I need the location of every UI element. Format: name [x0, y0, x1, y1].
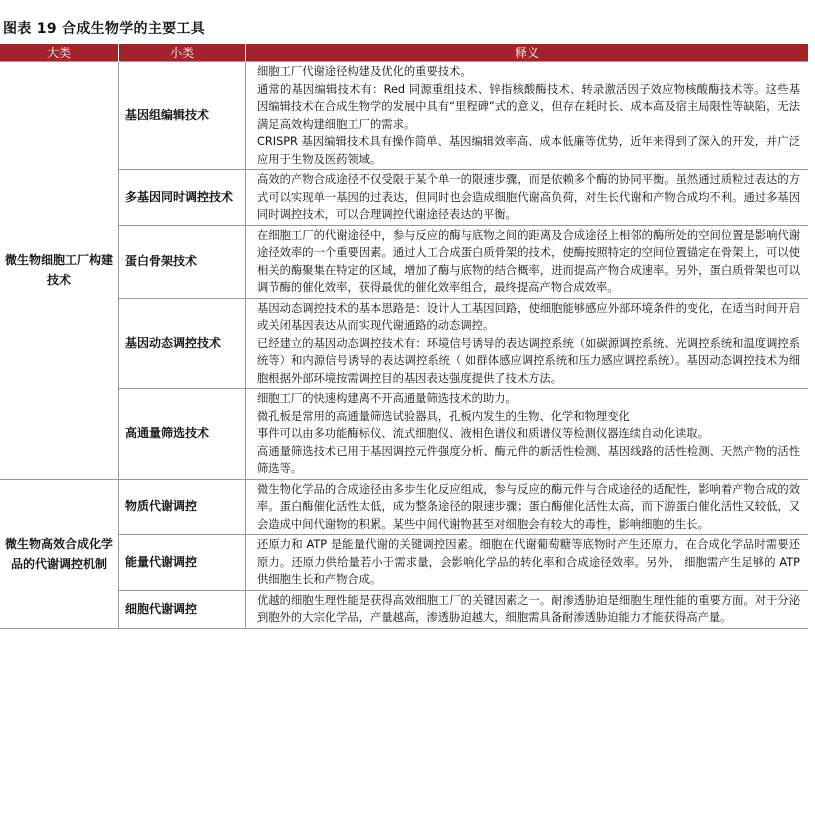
header-category: 大类 — [0, 44, 119, 62]
category-cell: 微生物细胞工厂构建技术 — [0, 62, 119, 480]
definition-paragraph: 细胞工厂的快速构建离不开高通量筛选技术的助力。 — [257, 392, 517, 405]
definition-cell — [246, 479, 809, 535]
definition-paragraph: CRISPR 基因编辑技术具有操作简单、基因编辑效率高、成本低廉等优势，近年来得到了深入的开发，并广泛应用于生物及医药领域。 — [257, 135, 800, 166]
definition-paragraph: 在细胞工厂的代谢途径中，参与反应的酶与底物之间的距离及合成途径上相邻的酶所处的空间位置是影响代谢途径效率的一个重要因素。通过人工合成蛋白质骨架的技术，使酶按照特定的空间位置锚定在骨架上，可以使相关的酶聚集在特定的区域，增加了酶与底物的结合概率，进而提高产物合成速率。另外，蛋白质骨架也可以调节酶的催化效率，获得最优的催化效率组合，最终提高产物合成效率。 — [257, 228, 800, 294]
definition-paragraph: 微孔板是常用的高通量筛选试验器具，孔板内发生的生物、化学和物理变化 — [257, 409, 630, 423]
definition-paragraph: 细胞工厂代谢途径构建及优化的重要技术。 — [257, 65, 472, 78]
table-header-row — [0, 44, 808, 62]
definition-cell — [246, 590, 809, 628]
table-row — [0, 62, 808, 170]
definition-paragraph: 事件可以由多功能酶标仪、流式细胞仪、液相色谱仪和质谱仪等检测仪器连续自动化读取。 — [257, 427, 709, 440]
subcategory-cell: 基因组编辑技术 — [119, 62, 246, 170]
subcategory-cell: 多基因同时调控技术 — [119, 170, 246, 226]
header-subcategory: 小类 — [119, 44, 246, 62]
definition-paragraph: 基因动态调控技术的基本思路是：设计人工基因回路，使细胞能够感应外部环境条件的变化，在适当时间开启或关闭基因表达从而实现代谢通路的动态调控。 — [257, 301, 800, 332]
definition-paragraph: 通常的基因编辑技术有：Red 同源重组技术、锌指核酸酶技术、转录激活因子效应物核酸酶技术等。这些基因编辑技术在合成生物学的发展中具有“里程碑”式的意义，但存在耗时长、成本高及宿主局限性等缺陷，无法满足高效构建细胞工厂的需求。 — [257, 82, 800, 131]
subcategory-cell: 能量代谢调控 — [119, 535, 246, 591]
subcategory-cell: 高通量筛选技术 — [119, 389, 246, 480]
subcategory-cell: 蛋白骨架技术 — [119, 225, 246, 298]
definition-paragraph: 优越的细胞生理性能是获得高效细胞工厂的关键因素之一。耐渗透胁迫是细胞生理性能的重要方面。对于分泌到胞外的大宗化学品，产量越高，渗透胁迫越大，细胞需具备耐渗透胁迫能力才能获得高产量。 — [257, 593, 800, 624]
subcategory-cell: 物质代谢调控 — [119, 479, 246, 535]
definition-paragraph: 还原力和 ATP 是能量代谢的关键调控因素。细胞在代谢葡萄糖等底物时产生还原力，在合成化学品时需要还原力。还原力供给量若小于需求量，会影响化学品的转化率和合成途径效率。另外， 细胞需产生足够的 ATP 供细胞生长和产物合成。 — [257, 538, 800, 586]
definition-paragraph: 高效的产物合成途径不仅受限于某个单一的限速步骤，而是依赖多个酶的协同平衡。虽然通过质粒过表达的方式可以实现单一基因的过表达，但同时也会造成细胞代谢高负荷，对生长代谢和产物合成均不利。通过多基因同时调控技术，可以合理调控代谢途径表达的平衡。 — [257, 173, 800, 221]
header-definition: 释义 — [246, 44, 809, 62]
table-row — [0, 479, 808, 535]
table-row — [0, 389, 808, 480]
definition-paragraph: 微生物化学品的合成途径由多步生化反应组成，参与反应的酶元件与合成途径的适配性，影响着产物合成的效率。蛋白酶催化活性太低，成为整条途径的限速步骤；蛋白酶催化活性太高，而下游蛋白催化活性又较低，又会造成中间代谢物的积累。某些中间代谢物甚至对细胞会有较大的毒性，影响细胞的生长。 — [257, 482, 800, 531]
definition-cell — [246, 225, 809, 298]
category-cell: 微生物高效合成化学品的代谢调控机制 — [0, 479, 119, 628]
definition-cell — [246, 298, 809, 389]
subcategory-cell: 细胞代谢调控 — [119, 590, 246, 628]
table-row — [0, 170, 808, 226]
table-row — [0, 225, 808, 298]
definition-cell — [246, 170, 809, 226]
table-row — [0, 298, 808, 389]
definition-cell — [246, 389, 809, 480]
definition-cell — [246, 535, 809, 591]
subcategory-cell: 基因动态调控技术 — [119, 298, 246, 389]
definition-paragraph: 高通量筛选技术已用于基因调控元件强度分析、酶元件的新活性检测、基因线路的活性检测、天然产物的活性筛选等。 — [257, 444, 800, 475]
definition-paragraph: 已经建立的基因动态调控技术有：环境信号诱导的表达调控系统（如碳源调控系统、光调控系统和温度调控系统等）和内源信号诱导的表达调控系统（ 如群体感应调控系统和压力感应调控系统）。基因动态调控技术为细胞根据外部环境按需调控目的基因表达强度提供了技术方法。 — [257, 336, 800, 385]
table-row — [0, 535, 808, 591]
table-row — [0, 590, 808, 628]
figure-title: 图表 19 合成生物学的主要工具 — [3, 21, 206, 37]
definition-cell — [246, 62, 809, 170]
tools-table — [0, 44, 808, 629]
